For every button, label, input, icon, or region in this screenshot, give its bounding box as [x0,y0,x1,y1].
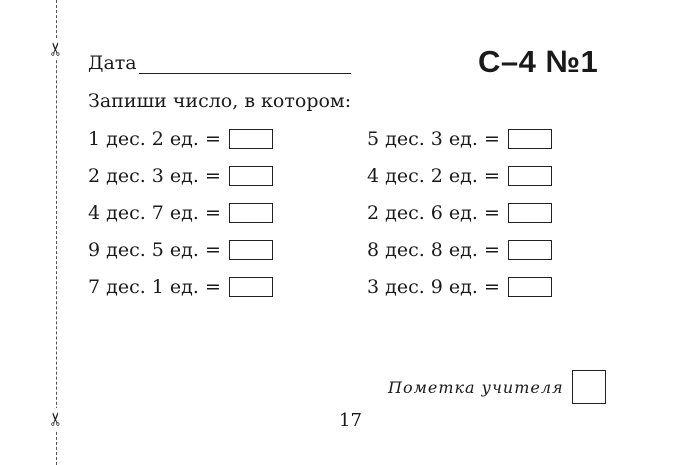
task-item [88,201,273,225]
task-expression: 7 дес. 1 ед. = [88,276,221,298]
task-item [367,127,552,151]
task-item [367,201,552,225]
task-expression: 4 дес. 7 ед. = [88,202,221,224]
task-expression: 4 дес. 2 ед. = [367,165,500,187]
task-item [88,238,273,262]
answer-box[interactable] [229,277,273,297]
task-item [367,275,552,299]
page-number: 17 [339,410,362,431]
teacher-mark-box[interactable] [572,370,606,404]
task-expression: 9 дес. 5 ед. = [88,239,221,261]
scissors-icon: ✂ [46,38,68,60]
answer-box[interactable] [229,166,273,186]
task-expression: 1 дес. 2 ед. = [88,128,221,150]
teacher-mark [388,370,606,404]
task-item [367,164,552,188]
answer-box[interactable] [229,129,273,149]
date-field [88,52,351,74]
task-item [88,164,273,188]
instruction-text: Запиши число, в котором: [88,90,352,112]
task-expression: 5 дес. 3 ед. = [367,128,500,150]
answer-box[interactable] [508,203,552,223]
task-expression: 2 дес. 6 ед. = [367,202,500,224]
task-expression: 3 дес. 9 ед. = [367,276,500,298]
answer-box[interactable] [229,240,273,260]
answer-box[interactable] [229,203,273,223]
answer-box[interactable] [508,240,552,260]
task-item [88,275,273,299]
date-blank[interactable] [139,55,351,74]
answer-box[interactable] [508,129,552,149]
cut-line [56,0,57,465]
date-label: Дата [88,52,137,74]
answer-box[interactable] [508,277,552,297]
task-item [367,238,552,262]
worksheet-title: С–4 №1 [478,44,599,79]
task-item [88,127,273,151]
teacher-mark-label: Пометка учителя [388,377,564,397]
task-expression: 8 дес. 8 ед. = [367,239,500,261]
answer-box[interactable] [508,166,552,186]
scissors-icon: ✂ [46,408,68,430]
task-expression: 2 дес. 3 ед. = [88,165,221,187]
